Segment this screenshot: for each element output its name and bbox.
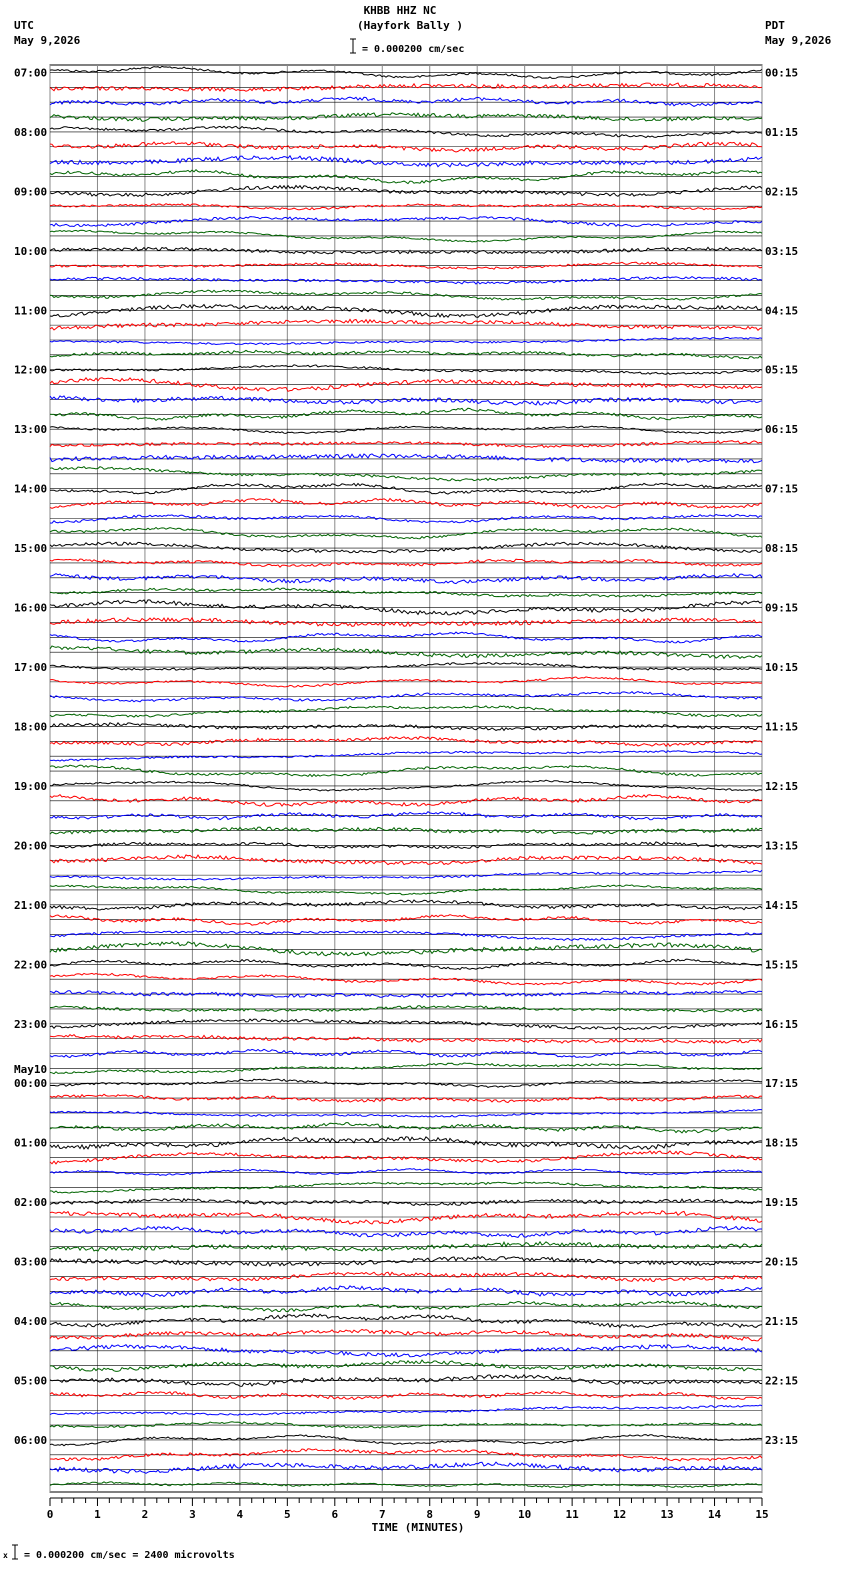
seismic-trace (50, 1329, 762, 1341)
seismic-trace (50, 290, 762, 300)
pdt-hour-label: 01:15 (765, 125, 799, 139)
seismic-trace (50, 97, 762, 106)
footer-scale-legend: = 0.000200 cm/sec = 2400 microvolts (24, 1550, 235, 1561)
seismic-trace (50, 305, 762, 318)
utc-hour-label: 01:00 (14, 1136, 48, 1150)
seismic-trace (50, 542, 762, 553)
right-timezone: PDT (765, 19, 785, 32)
utc-hour-label: 03:00 (14, 1255, 48, 1269)
row-labels (14, 66, 798, 1447)
seismic-trace (50, 204, 762, 210)
x-tick-label: 7 (378, 1508, 386, 1521)
utc-hour-label: 15:00 (14, 542, 48, 556)
seismic-trace (50, 931, 762, 941)
x-tick-label: 1 (94, 1508, 101, 1521)
date-change-label: May10 (14, 1063, 48, 1077)
station-title: KHBB HHZ NC (363, 4, 437, 17)
seismic-trace (50, 396, 762, 405)
seismic-trace (50, 156, 762, 167)
seismic-trace (50, 663, 762, 671)
seismic-trace (50, 795, 762, 807)
utc-hour-label: 05:00 (14, 1374, 48, 1388)
pdt-hour-label: 07:15 (765, 482, 799, 496)
utc-hour-label: 02:00 (14, 1196, 48, 1210)
utc-hour-label: 16:00 (14, 601, 48, 615)
pdt-hour-label: 02:15 (765, 185, 799, 199)
pdt-hour-label: 17:15 (765, 1077, 799, 1091)
utc-hour-label: 17:00 (14, 661, 48, 675)
time-axis (47, 1498, 769, 1534)
footer-prefix-mark: x (3, 1551, 8, 1560)
utc-hour-label: 14:00 (14, 482, 48, 496)
seismic-trace (50, 1211, 762, 1224)
pdt-hour-label: 04:15 (765, 304, 799, 318)
x-tick-label: 0 (46, 1508, 54, 1521)
pdt-hour-label: 05:15 (765, 363, 799, 377)
pdt-hour-label: 08:15 (765, 542, 799, 556)
pdt-hour-label: 18:15 (765, 1136, 799, 1150)
seismic-trace (50, 1314, 762, 1328)
utc-hour-label: 11:00 (14, 304, 48, 318)
x-tick-label: 9 (473, 1508, 481, 1521)
utc-hour-label: 07:00 (14, 66, 48, 80)
x-tick-label: 6 (331, 1508, 339, 1521)
x-axis-title: TIME (MINUTES) (371, 1521, 465, 1534)
seismic-trace (50, 1242, 762, 1251)
seismic-trace (50, 780, 762, 791)
seismic-trace (50, 426, 762, 433)
utc-hour-label: 09:00 (14, 185, 48, 199)
pdt-hour-label: 09:15 (765, 601, 799, 615)
utc-hour-label: 06:00 (14, 1433, 48, 1447)
x-tick-label: 4 (236, 1508, 244, 1521)
utc-hour-label: 04:00 (14, 1315, 48, 1329)
seismic-trace (50, 751, 762, 761)
left-timezone: UTC (14, 19, 34, 32)
x-tick-label: 11 (565, 1508, 579, 1521)
seismic-trace (50, 350, 762, 359)
seismic-trace (50, 1094, 762, 1102)
utc-hour-label: 13:00 (14, 423, 48, 437)
pdt-hour-label: 06:15 (765, 423, 799, 437)
pdt-hour-label: 15:15 (765, 958, 799, 972)
utc-hour-label: 23:00 (14, 1017, 48, 1031)
right-date: May 9,2026 (765, 34, 832, 47)
utc-hour-label: 10:00 (14, 244, 48, 258)
seismic-trace (50, 1169, 762, 1176)
seismic-trace (50, 186, 762, 197)
utc-hour-label: 21:00 (14, 898, 48, 912)
station-location: (Hayfork Bally ) (357, 19, 463, 32)
utc-hour-label: 22:00 (14, 958, 48, 972)
x-tick-label: 3 (189, 1508, 196, 1521)
seismic-trace (50, 1257, 762, 1267)
utc-hour-label: 18:00 (14, 720, 48, 734)
left-date: May 9,2026 (14, 34, 81, 47)
seismic-trace (50, 855, 762, 865)
seismic-traces (50, 66, 762, 1487)
seismic-trace (50, 1019, 762, 1029)
scale-bars (12, 39, 356, 1559)
seismic-trace (50, 574, 762, 584)
pdt-hour-label: 13:15 (765, 839, 799, 853)
seismic-trace (50, 338, 762, 345)
x-tick-label: 13 (660, 1508, 674, 1521)
x-tick-label: 12 (612, 1508, 627, 1521)
pdt-hour-label: 23:15 (765, 1433, 799, 1447)
x-tick-label: 14 (707, 1508, 722, 1521)
utc-hour-label: 08:00 (14, 125, 48, 139)
x-tick-label: 2 (141, 1508, 149, 1521)
seismic-trace (50, 514, 762, 523)
pdt-hour-label: 20:15 (765, 1255, 799, 1269)
pdt-hour-label: 10:15 (765, 661, 799, 675)
pdt-hour-label: 22:15 (765, 1374, 799, 1388)
utc-hour-label: 00:00 (14, 1077, 48, 1091)
x-tick-label: 5 (284, 1508, 291, 1521)
x-tick-label: 8 (426, 1508, 434, 1521)
pdt-hour-label: 11:15 (765, 720, 799, 734)
pdt-hour-label: 16:15 (765, 1017, 799, 1031)
pdt-hour-label: 12:15 (765, 779, 799, 793)
utc-hour-label: 20:00 (14, 839, 48, 853)
seismic-trace (50, 217, 762, 227)
seismic-trace (50, 454, 762, 463)
seismic-trace (50, 1035, 762, 1044)
pdt-hour-label: 21:15 (765, 1315, 799, 1329)
x-tick-label: 15 (755, 1508, 769, 1521)
scale-legend: = 0.000200 cm/sec (362, 44, 465, 55)
pdt-hour-label: 14:15 (765, 898, 799, 912)
pdt-hour-label: 03:15 (765, 244, 799, 258)
seismic-trace (50, 618, 762, 627)
pdt-hour-label: 00:15 (765, 66, 799, 80)
seismic-trace (50, 1272, 762, 1281)
seismic-trace (50, 942, 762, 956)
utc-hour-label: 12:00 (14, 363, 48, 377)
utc-hour-label: 19:00 (14, 779, 48, 793)
x-tick-label: 10 (518, 1508, 532, 1521)
seismic-trace (50, 1462, 762, 1473)
pdt-hour-label: 19:15 (765, 1196, 799, 1210)
